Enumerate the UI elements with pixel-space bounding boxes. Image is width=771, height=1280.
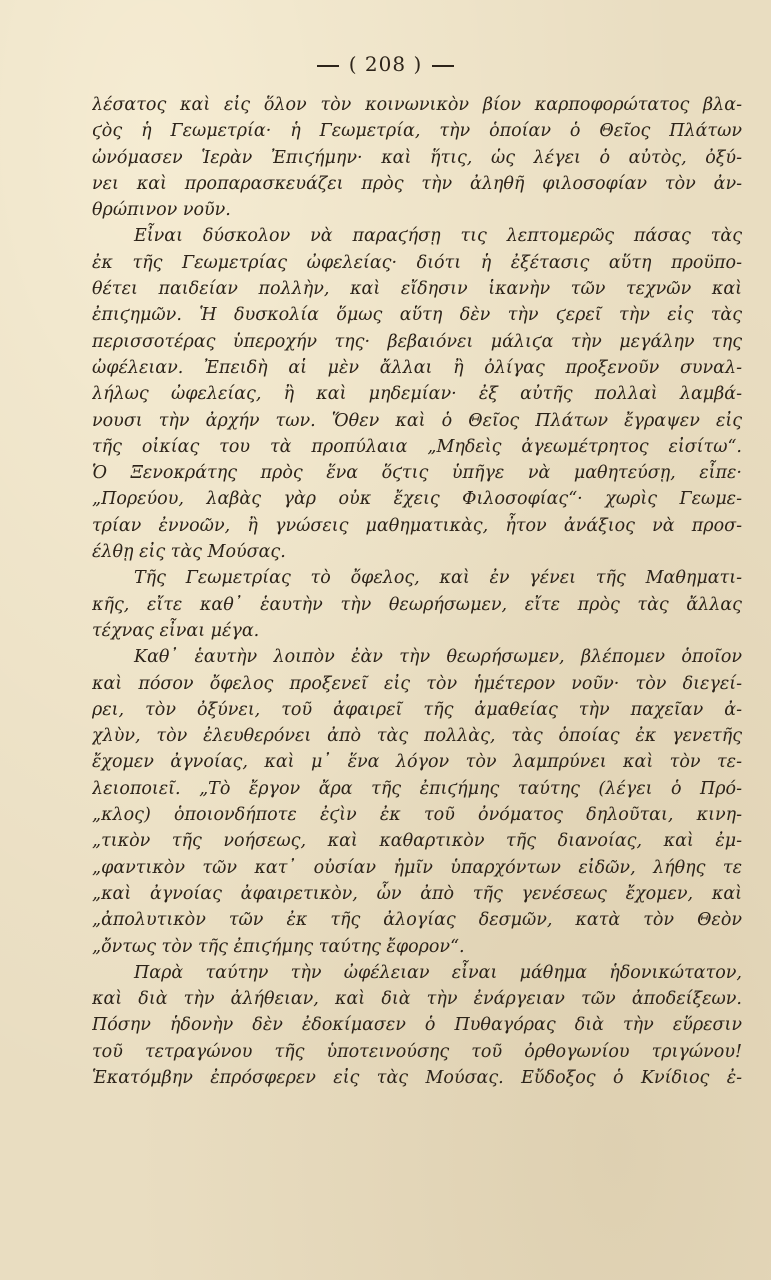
text-line: χλὺν, τὸν ἐλευθερόνει ἀπὸ τὰς πολλὰς, τὰς ὁποίας ἐκ γενετῆς — [92, 726, 742, 747]
text-line: λέσατος καὶ εἰς ὅλον τὸν κοινωνικὸν βίον καρποφορώτατος βλα- — [92, 95, 742, 115]
text-line: „Πορεύου, λαβὰς γὰρ οὐκ ἔχεις Φιλοσοφίας“· χωρὶς Γεωμε- — [92, 489, 742, 510]
text-line: „καὶ ἀγνοίας ἀφαιρετικὸν, ὧν ἀπὸ τῆς γενέσεως ἔχομεν, καὶ — [92, 883, 742, 904]
text-line: τέχνας εἶναι μέγα. — [92, 620, 260, 641]
text-line: τῆς οἰκίας του τὰ προπύλαια „Μηδεὶς ἀγεωμέτρητος εἰσίτω“. — [92, 436, 742, 457]
text-line: λήλως ὠφελείας, ἢ καὶ μηδεμίαν· ἐξ αὐτῆς πολλαὶ λαμβά- — [92, 384, 742, 405]
text-line: Ἑκατόμβην ἐπρόσφερεν εἰς τὰς Μούσας. Εὔδοξος ὁ Κνίδιος ἐ- — [92, 1067, 742, 1088]
text-line: καὶ πόσον ὄφελος προξενεῖ εἰς τὸν ἡμέτερον νοῦν· τὸν διεγεί- — [92, 673, 742, 694]
text-line: „τικὸν τῆς νοήσεως, καὶ καθαρτικὸν τῆς διανοίας, καὶ ἐμ- — [92, 831, 742, 852]
text-line: „ἀπολυτικὸν τῶν ἐκ τῆς ἀλογίας δεσμῶν, κατὰ τὸν Θεὸν — [92, 910, 742, 931]
text-line: καὶ διὰ τὴν ἀλήθειαν, καὶ διὰ τὴν ἐνάργειαν τῶν ἀποδείξεων. — [92, 989, 742, 1010]
text-line: „κλος) ὁποιονδήποτε ἐϛὶν ἐκ τοῦ ὀνόματος δηλοῦται, κινη- — [92, 805, 742, 826]
header-dash-right — [432, 65, 454, 67]
text-line: Ὁ Ξενοκράτης πρὸς ἕνα ὅϛτις ὑπῆγε νὰ μαθητεύσῃ, εἶπε· — [92, 463, 742, 484]
text-line: περισσοτέρας ὑπεροχήν της· βεβαιόνει μάλιϛα τὴν μεγάλην της — [92, 331, 742, 352]
text-line: έλθῃ εἰς τὰς Μούσας. — [92, 542, 286, 563]
text-line: ὠφέλειαν. Ἐπειδὴ αἱ μὲν ἄλλαι ἢ ὀλίγας προξενοῦν συναλ- — [92, 357, 742, 378]
text-line: τοῦ τετραγώνου τῆς ὑποτεινούσης τοῦ ὀρθογωνίου τριγώνου! — [92, 1041, 742, 1062]
text-line: ὠνόμασεν Ἱερὰν Ἐπιϛήμην· καὶ ἥτις, ὡς λέγει ὁ αὐτὸς, ὀξύ- — [92, 147, 742, 168]
text-line: κῆς, εἴτε καθ᾽ ἑαυτὴν τὴν θεωρήσωμεν, εἴτε πρὸς τὰς ἄλλας — [92, 594, 742, 615]
text-line: θέτει παιδείαν πολλὴν, καὶ εἴδησιν ἱκανὴν τῶν τεχνῶν καὶ — [92, 279, 742, 300]
text-line: ϛὸς ἡ Γεωμετρία· ἡ Γεωμετρία, τὴν ὁποίαν ὁ Θεῖος Πλάτων — [92, 121, 742, 142]
header-dash-left — [317, 65, 339, 67]
text-line: ἐκ τῆς Γεωμετρίας ὠφελείας· διότι ἡ ἐξέτασις αὕτη προϋπο- — [92, 252, 742, 273]
text-line: ἔχομεν ἀγνοίας, καὶ μ᾽ ἕνα λόγον τὸν λαμπρύνει καὶ τὸν τε- — [92, 752, 742, 773]
paragraph-start: Παρὰ ταύτην τὴν ὠφέλειαν εἶναι μάθημα ἡδονικώτατον, — [134, 962, 742, 983]
page-header — [0, 52, 771, 76]
paragraph-start: Καθ᾽ ἑαυτὴν λοιπὸν ἐὰν τὴν θεωρήσωμεν, βλέπομεν ὁποῖον — [134, 647, 742, 668]
text-line: Πόσην ἡδονὴν δὲν ἐδοκίμασεν ὁ Πυθαγόρας διὰ τὴν εὕρεσιν — [92, 1015, 742, 1036]
text-line: ἐπιϛημῶν. Ἡ δυσκολία ὅμως αὕτη δὲν τὴν ϛερεῖ τὴν εἰς τὰς — [92, 305, 742, 326]
text-line: „φαντικὸν τῶν κατ᾽ οὐσίαν ἡμῖν ὑπαρχόντων εἰδῶν, λήθης τε — [92, 857, 742, 878]
text-line: τρίαν ἐννοῶν, ἢ γνώσεις μαθηματικὰς, ἦτον ἀνάξιος νὰ προσ- — [92, 515, 742, 536]
text-line: νουσι τὴν ἀρχήν των. Ὅθεν καὶ ὁ Θεῖος Πλάτων ἔγραψεν εἰς — [92, 410, 742, 431]
body-text — [92, 92, 742, 1091]
text-line: ρει, τὸν ὀξύνει, τοῦ ἀφαιρεῖ τῆς ἀμαθείας τὴν παχεῖαν ἀ- — [92, 699, 742, 720]
paragraph-start: Εἶναι δύσκολον νὰ παραϛήσῃ τις λεπτομερῶς πάσας τὰς — [134, 226, 742, 247]
text-line: νει καὶ προπαρασκευάζει πρὸς τὴν ἀληθῆ φιλοσοφίαν τὸν ἀν- — [92, 173, 742, 194]
text-line: „ὄντως τὸν τῆς ἐπιϛήμης ταύτης ἔφορον“. — [92, 936, 465, 957]
page-number: ( 208 ) — [348, 52, 423, 76]
paragraph-start: Τῆς Γεωμετρίας τὸ ὄφελος, καὶ ἐν γένει τῆς Μαθηματι- — [134, 568, 742, 589]
text-line: λειοποιεῖ. „Τὸ ἔργον ἄρα τῆς ἐπιϛήμης ταύτης (λέγει ὁ Πρό- — [92, 778, 742, 799]
text-line: θρώπινον νοῦν. — [92, 200, 231, 221]
